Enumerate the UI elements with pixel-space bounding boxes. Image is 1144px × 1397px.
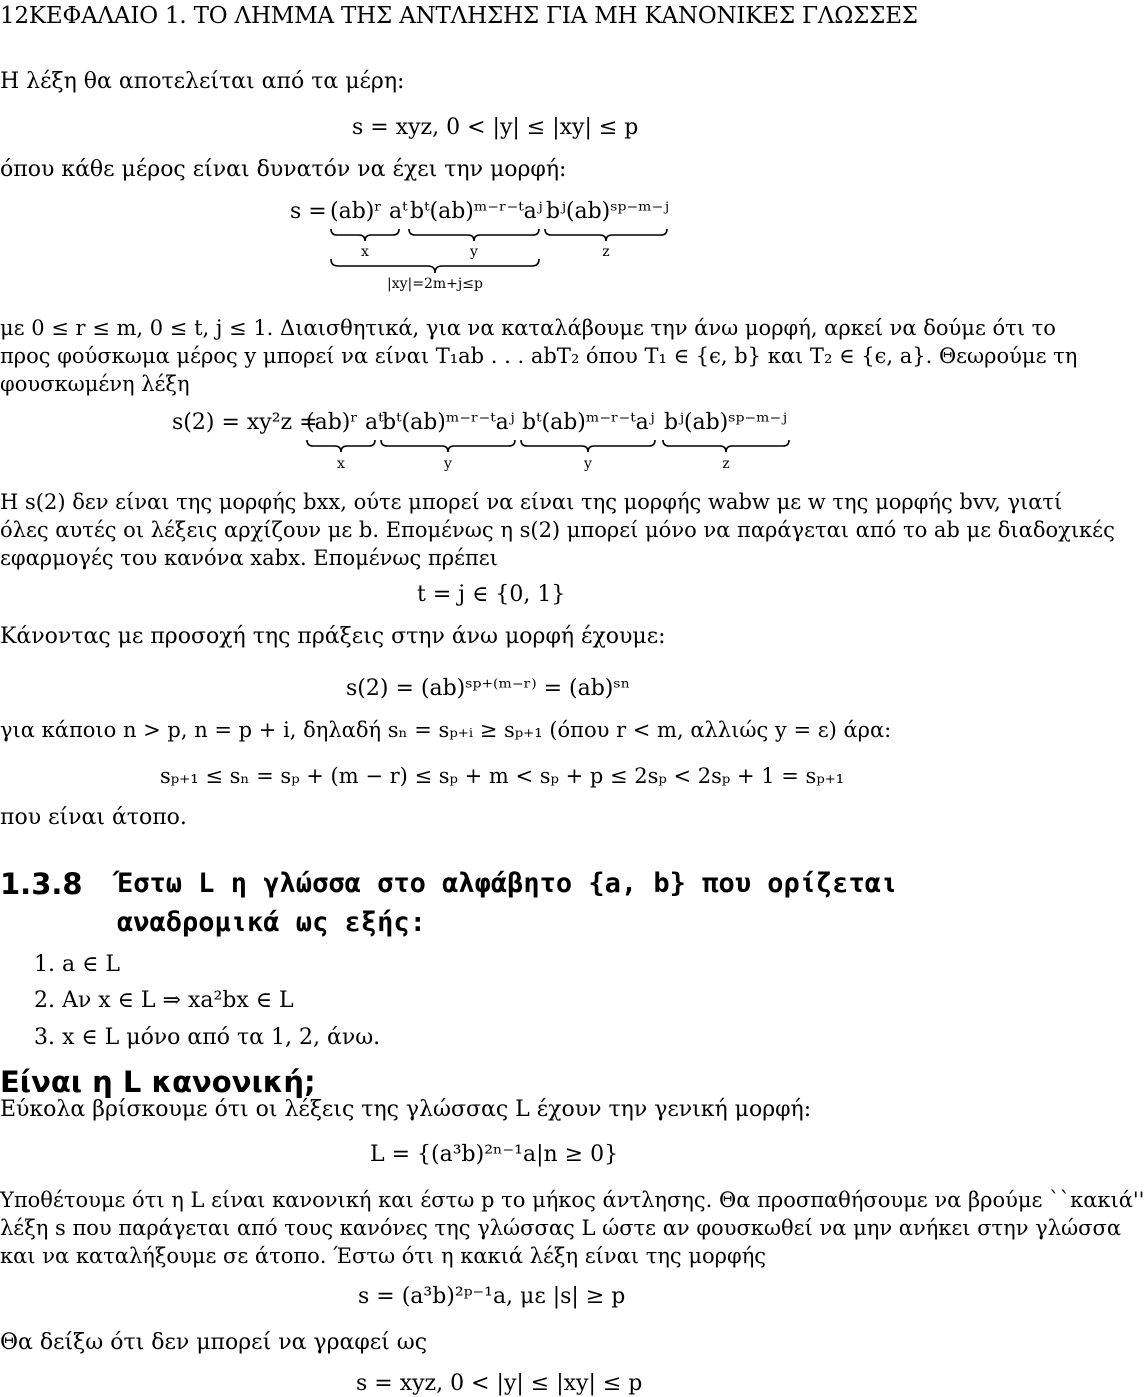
paragraph-9-line-3: και να καταλήξουμε σε άτοπο. Έστω ότι η κακιά λέξη είναι της μορφής	[0, 1244, 767, 1268]
list-item-2: 2. Αν x ∈ L ⇒ xa²bx ∈ L	[34, 988, 294, 1013]
eq3-x-part: (ab)ʳ aᵗ	[306, 410, 384, 435]
paragraph-4-line-2: όλες αυτές οι λέξεις αρχίζουν με b. Επομένως η s(2) μπορεί μόνο να παράγεται από το ab με διαδοχικές	[0, 518, 1115, 542]
equation-t-j: t = j ∈ {0, 1}	[417, 582, 566, 607]
eq2-lhs: s =	[290, 199, 327, 224]
paragraph-3-line-2: προς φούσκωμα μέρος y μπορεί να είναι T₁ab . . . abT₂ όπου T₁ ∈ {ϵ, b} και T₂ ∈ {ϵ, a}. Θεωρούμε τη	[0, 344, 1078, 368]
underbrace-x	[330, 228, 400, 242]
eq3-lhs: s(2) = xy²z =	[172, 410, 318, 435]
eq2-z-part: bʲ(ab)ˢᵖ⁻ᵐ⁻ʲ	[546, 199, 669, 224]
section-number: 1.3.8	[0, 867, 83, 901]
label-z: z	[602, 244, 610, 260]
eq3-z-part: bʲ(ab)ˢᵖ⁻ᵐ⁻ʲ	[664, 410, 787, 435]
underbrace-z2	[662, 439, 790, 453]
underbrace-y	[408, 228, 540, 242]
paragraph-9-line-2: λέξη s που παράγεται από τους κανόνες της γλώσσας L ώστε αν φουσκωθεί να μην ανήκει στην γλώσσα	[0, 1216, 1122, 1240]
paragraph-10: Θα δείξω ότι δεν μπορεί να γραφεί ως	[0, 1330, 428, 1355]
equation-language: L = {(a³b)²ⁿ⁻¹a|n ≥ 0}	[370, 1142, 619, 1167]
label-x: x	[361, 244, 369, 260]
underbrace-x2	[306, 439, 376, 453]
paragraph-7: που είναι άτοπο.	[0, 805, 187, 830]
underbrace-xy	[330, 258, 540, 274]
paragraph-5: Κάνοντας με προσοχή της πράξεις στην άνω μορφή έχουμε:	[0, 624, 666, 649]
paragraph-8: Εύκολα βρίσκουμε ότι οι λέξεις της γλώσσας L έχουν την γενική μορφή:	[0, 1097, 812, 1122]
paragraph-2: όπου κάθε μέρος είναι δυνατόν να έχει την μορφή:	[0, 157, 567, 182]
label-y: y	[470, 244, 478, 260]
paragraph-3-line-1: με 0 ≤ r ≤ m, 0 ≤ t, j ≤ 1. Διαισθητικά, για να καταλάβουμε την άνω μορφή, αρκεί να δούμε ότι το	[0, 316, 1056, 340]
subheading: Είναι η L κανονική;	[0, 1065, 316, 1099]
section-title-line-2: αναδρομικά ως εξής:	[117, 907, 426, 938]
paragraph-3-line-3: φουσκωμένη λέξη	[0, 372, 190, 396]
label-y1: y	[444, 456, 452, 472]
equation-bad-word: s = (a³b)²ᵖ⁻¹a, με |s| ≥ p	[358, 1284, 626, 1309]
label-y2: y	[584, 456, 592, 472]
paragraph-6: για κάποιο n > p, n = p + i, δηλαδή sₙ = sₚ₊ᵢ ≥ sₚ₊₁ (όπου r < m, αλλιώς y = ε) άρα:	[0, 718, 892, 742]
underbrace-y2	[520, 439, 656, 453]
equation-s2: s(2) = (ab)ˢᵖ⁺⁽ᵐ⁻ʳ⁾ = (ab)ˢⁿ	[346, 676, 631, 701]
paragraph-4-line-3: εφαρμογές του κανόνα xabx. Επομένως πρέπει	[0, 546, 498, 570]
eq2-x-part: (ab)ʳ aᵗ	[330, 199, 408, 224]
paragraph-4-line-1: Η s(2) δεν είναι της μορφής bxx, ούτε μπορεί να είναι της μορφής wabw με w της μορφής bvv, γιατί	[0, 490, 1063, 514]
paragraph-9-line-1: Υποθέτουμε ότι η L είναι κανονική και έστω p το μήκος άντλησης. Θα προσπαθήσουμε να βρούμε ``κακιά''	[0, 1188, 1144, 1212]
list-item-3: 3. x ∈ L μόνο από τα 1, 2, άνω.	[34, 1025, 381, 1050]
label-xy: |xy|=2m+j≤p	[387, 276, 483, 292]
label-z2: z	[722, 456, 730, 472]
eq2-y-part: bᵗ(ab)ᵐ⁻ʳ⁻ᵗaʲ	[410, 199, 543, 224]
list-item-1: 1. a ∈ L	[34, 952, 120, 977]
paragraph-1: Η λέξη θα αποτελείται από τα μέρη:	[0, 69, 405, 94]
equation-s-xyz-2: s = xyz, 0 < |y| ≤ |xy| ≤ p	[356, 1371, 643, 1396]
label-x2: x	[337, 456, 345, 472]
eq3-y1-part: bᵗ(ab)ᵐ⁻ʳ⁻ᵗaʲ	[382, 410, 515, 435]
section-title-line-1: Έστω L η γλώσσα στο αλφάβητο {a, b} που ορίζεται	[117, 868, 898, 899]
eq3-y2-part: bᵗ(ab)ᵐ⁻ʳ⁻ᵗaʲ	[522, 410, 655, 435]
equation-contradiction: sₚ₊₁ ≤ sₙ = sₚ + (m − r) ≤ sₚ + m < sₚ + p ≤ 2sₚ < 2sₚ + 1 = sₚ₊₁	[160, 764, 845, 788]
underbrace-z	[544, 228, 668, 242]
page-header: 12ΚΕΦΑΛΑΙΟ 1. ΤΟ ΛΗΜΜΑ ΤΗΣ ΑΝΤΛΗΣΗΣ ΓΙΑ ΜΗ ΚΑΝΟΝΙΚΕΣ ΓΛΩΣΣΕΣ	[0, 3, 918, 29]
underbrace-y1	[380, 439, 516, 453]
equation-s-xyz: s = xyz, 0 < |y| ≤ |xy| ≤ p	[352, 115, 639, 140]
